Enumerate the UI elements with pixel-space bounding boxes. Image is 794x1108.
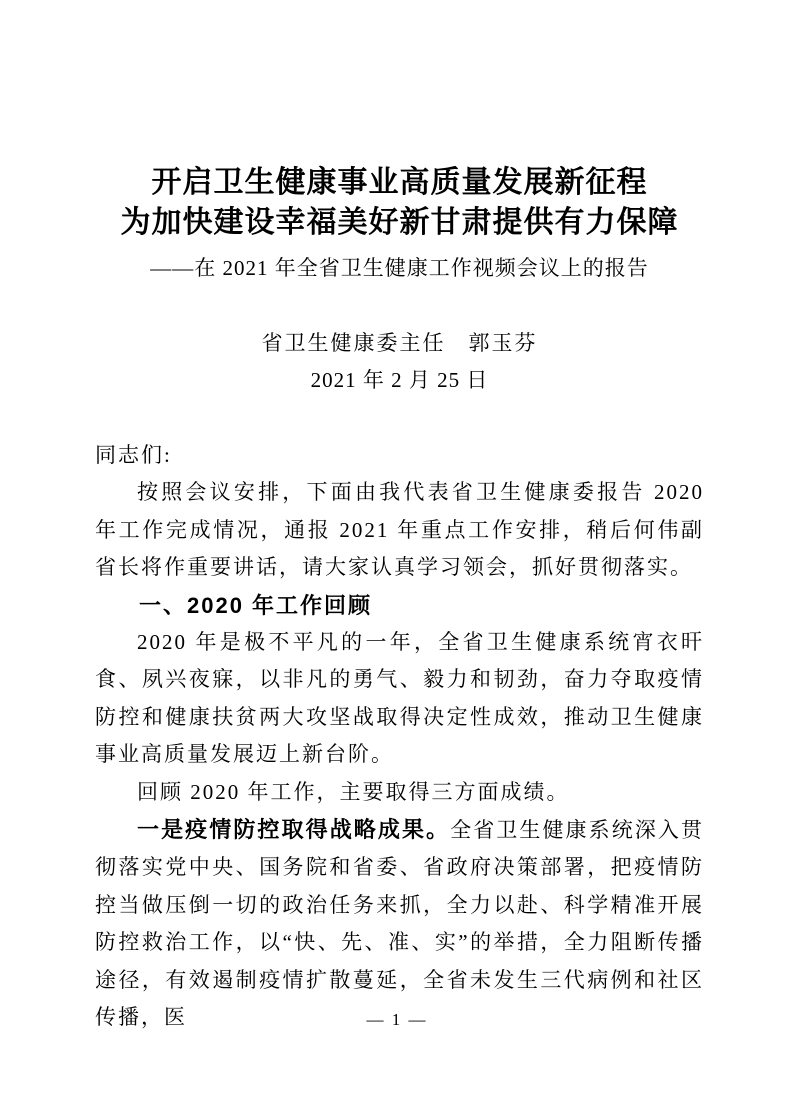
paragraph-epidemic-achievement: [95, 811, 704, 1036]
document-title: [95, 163, 704, 243]
date-line: 2021 年 2 月 25 日: [310, 368, 489, 392]
paragraph-intro: 按照会议安排，下面由我代表省卫生健康委报告 2020 年工作完成情况，通报 2021 年重点工作安排，稍后何伟副省长将作重要讲话，请大家认真学习领会，抓好贯彻落实。: [95, 480, 704, 580]
paragraph-year-summary: 2020 年是极不平凡的一年，全省卫生健康系统宵衣旰食、夙兴夜寐，以非凡的勇气、毅力和韧劲，奋力夺取疫情防控和健康扶贫两大攻坚战取得决定性成效，推动卫生健康事业高质量发展迈上新台阶。: [95, 630, 704, 767]
salutation: 同志们:: [95, 443, 172, 467]
document-body: [95, 437, 704, 1037]
section-heading-2020-review: 一、2020 年工作回顾: [139, 592, 373, 618]
paragraph-bold-lead: 一是疫情防控取得战略成果。: [137, 817, 451, 843]
paragraph-body-text: 全省卫生健康系统深入贯彻落实党中央、国务院和省委、省政府决策部署，把疫情防控当做压倒一切的政治任务来抓，全力以赴、科学精准开展防控救治工作，以“快、先、准、实”的举措，全力阻断传播途径，有效遏制疫情扩散蔓延，全省未发生三代病例和社区传播，医: [95, 818, 704, 1030]
author-line: 省卫生健康委主任 郭玉芬: [261, 331, 538, 355]
document-subtitle: ——在 2021 年全省卫生健康工作视频会议上的报告: [150, 256, 649, 280]
page-number: — 1 —: [366, 1010, 428, 1029]
document-title-line1: 开启卫生健康事业高质量发展新征程: [151, 166, 648, 199]
document-title-line2: 为加快建设幸福美好新甘肃提供有力保障: [120, 206, 679, 239]
paragraph-review-lead: 回顾 2020 年工作，主要取得三方面成绩。: [137, 779, 570, 804]
